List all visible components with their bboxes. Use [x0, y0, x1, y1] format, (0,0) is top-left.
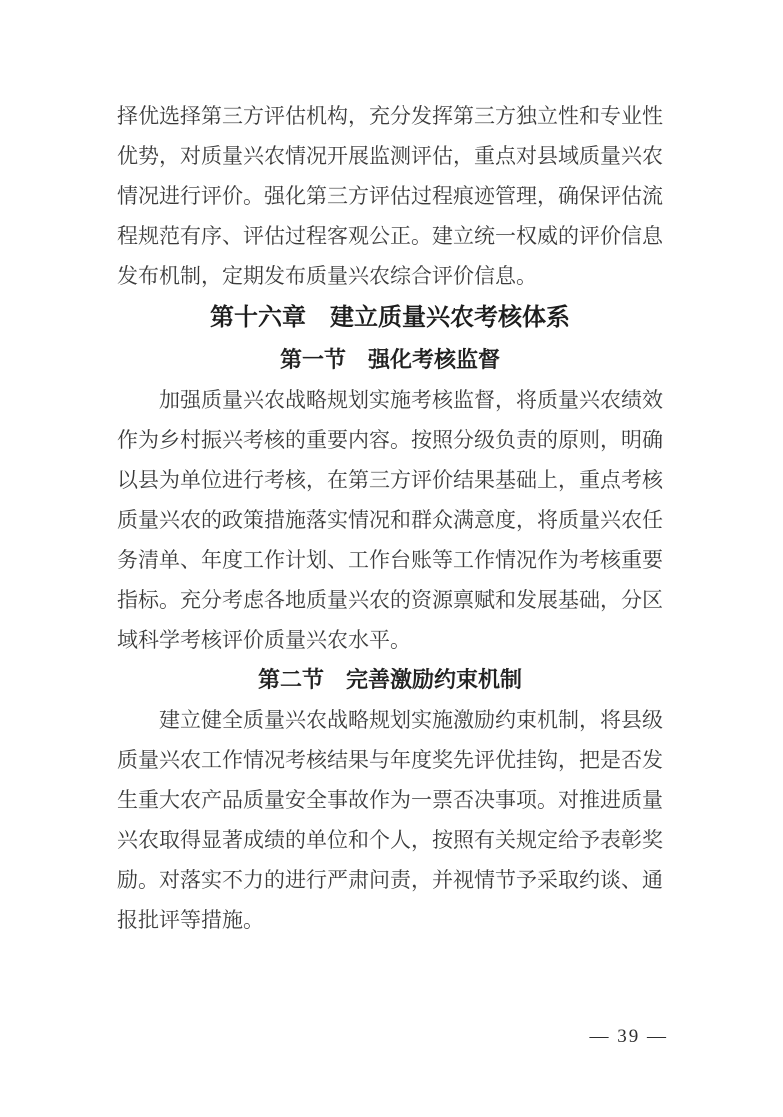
chapter-heading: 第十六章 建立质量兴农考核体系 [210, 304, 570, 331]
section-1-heading: 第一节 强化考核监督 [279, 347, 500, 372]
continuation-paragraph: 择优选择第三方评估机构，充分发挥第三方独立性和专业性优势，对质量兴农情况开展监测评估，重点对县域质量兴农情况进行评价。强化第三方评估过程痕迹管理，确保评估流程规范有序、评估过程客观公正。建立统一权威的评价信息发布机制，定期发布质量兴农综合评价信息。 [117, 104, 663, 288]
page-content [117, 0, 663, 940]
section-1-paragraph: 加强质量兴农战略规划实施考核监督，将质量兴农绩效作为乡村振兴考核的重要内容。按照分级负责的原则，明确以县为单位进行考核，在第三方评价结果基础上，重点考核质量兴农的政策措施落实情况和群众满意度，将质量兴农任务清单、年度工作计划、工作台账等工作情况作为考核重要指标。充分考虑各地质量兴农的资源禀赋和发展基础，分区域科学考核评价质量兴农水平。 [117, 388, 663, 652]
page-number: — 39 — [589, 1026, 668, 1047]
section-2-paragraph: 建立健全质量兴农战略规划实施激励约束机制，将县级质量兴农工作情况考核结果与年度奖先评优挂钩，把是否发生重大农产品质量安全事故作为一票否决事项。对推进质量兴农取得显著成绩的单位和个人，按照有关规定给予表彰奖励。对落实不力的进行严肃问责，并视情节予采取约谈、通报批评等措施。 [117, 708, 663, 932]
section-2-heading: 第二节 完善激励约束机制 [257, 667, 522, 692]
